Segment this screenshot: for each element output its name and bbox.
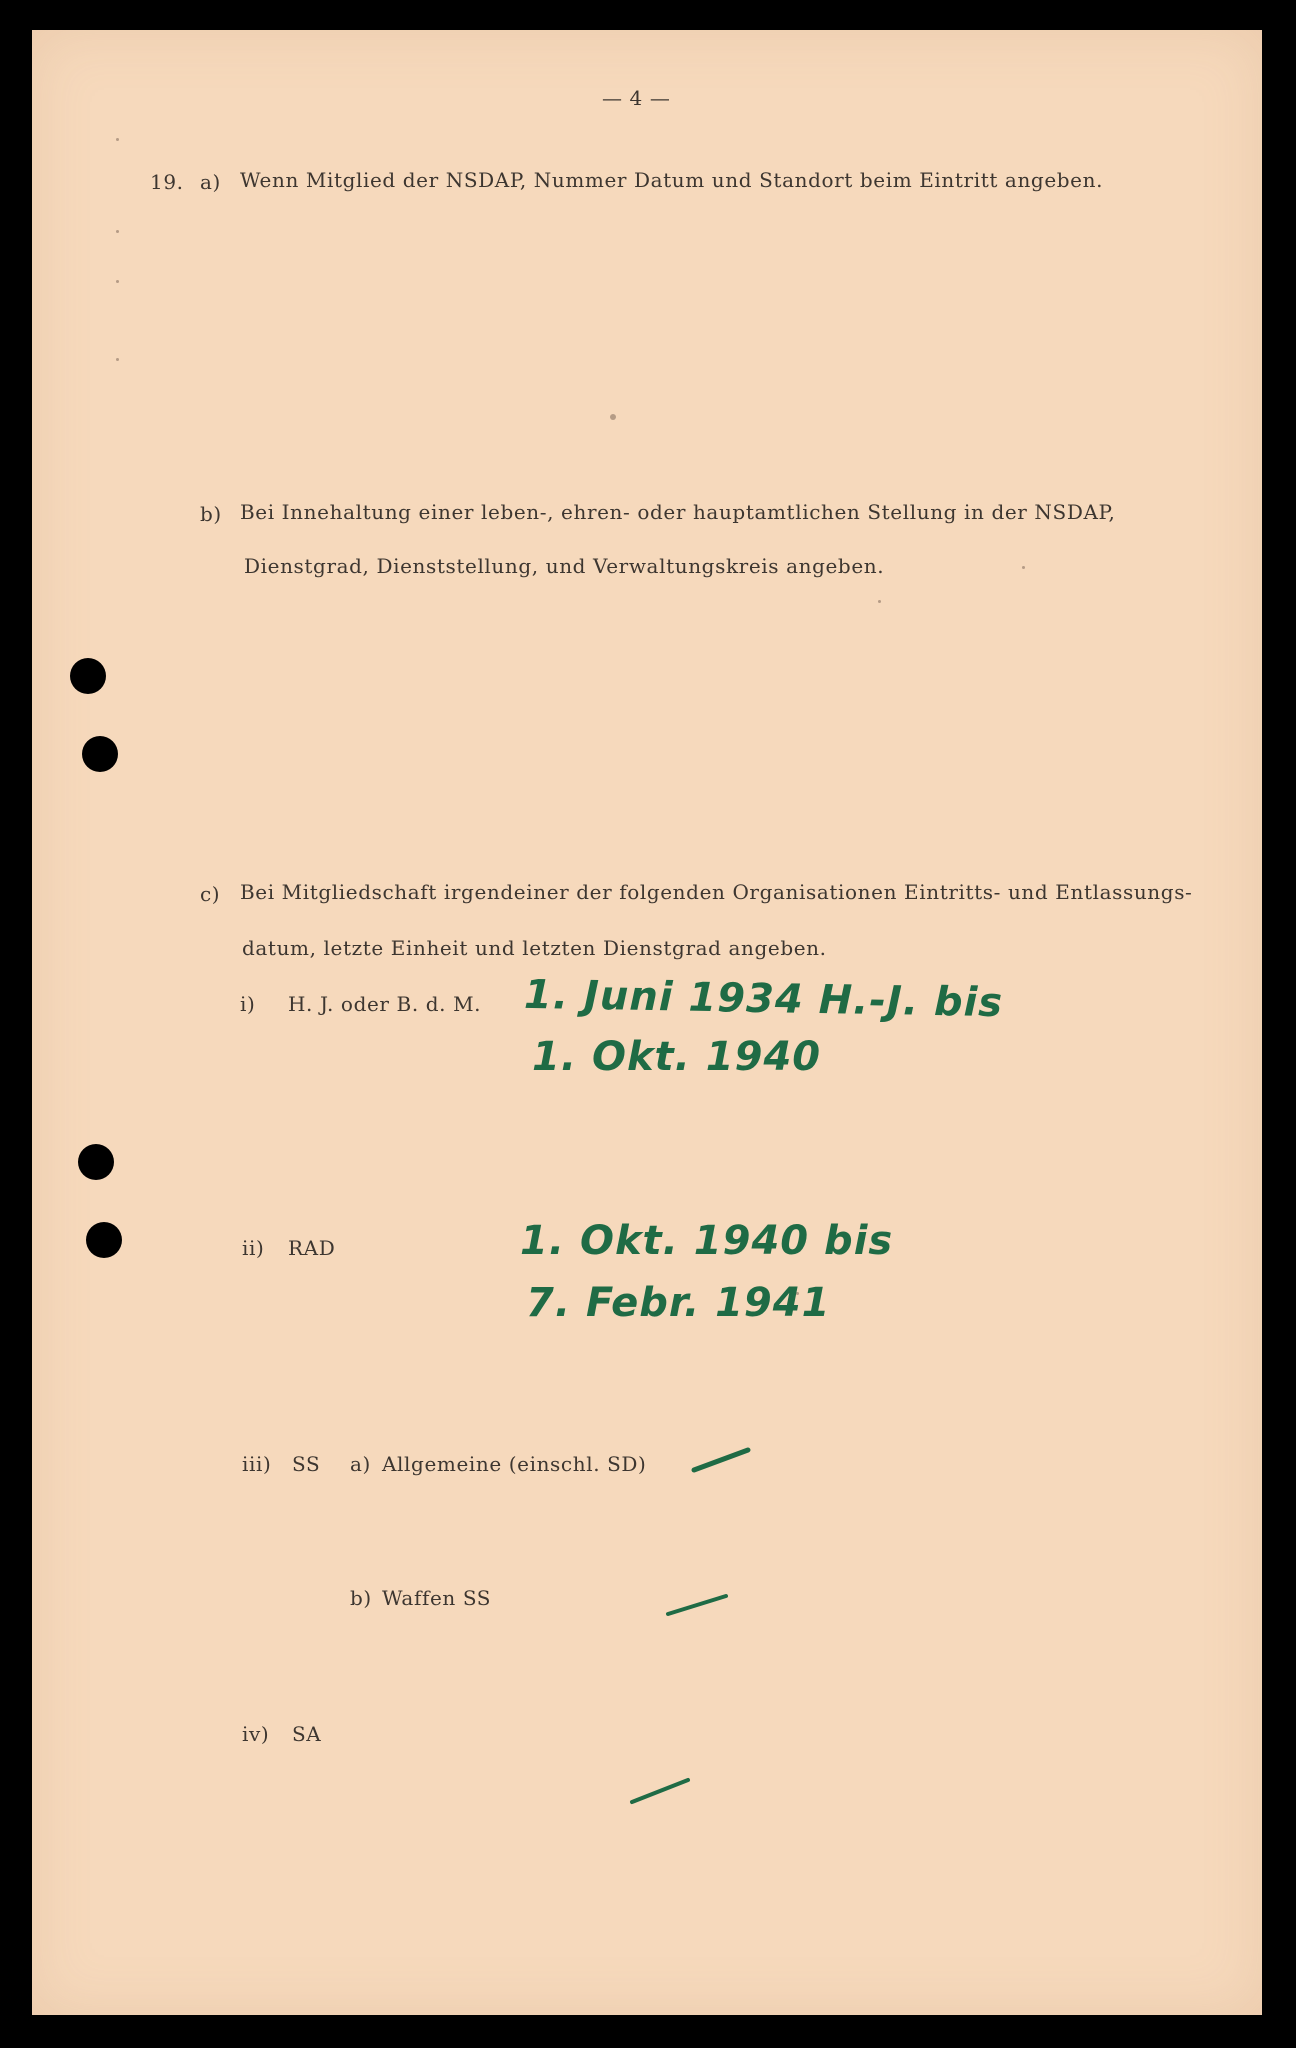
handwritten-hj-answer-line1: 1. Juni 1934 H.-J. bis [523,971,1004,1027]
question-19a-text: Wenn Mitglied der NSDAP, Nummer Datum und Standort beim Eintritt angeben. [240,168,1104,192]
paper-speck [116,230,119,233]
paper-speck [116,138,119,141]
item-marker: b) [350,1586,372,1610]
question-19c-line1: Bei Mitgliedschaft irgendeiner der folgenden Organisationen Eintritts- und Entlassungs- [240,880,1193,904]
item-marker: iii) [242,1452,272,1476]
handwritten-dash [690,1444,754,1474]
paper-speck [116,280,119,283]
sa-label: SA [292,1722,322,1746]
paper-speck [1022,566,1025,569]
allgemeine-ss-label: Allgemeine (einschl. SD) [382,1452,647,1476]
item-marker: a) [350,1452,371,1476]
item-marker: ii) [242,1236,265,1260]
paper-speck [878,600,881,603]
handwritten-hj-answer-line2: 1. Okt. 1940 [532,1034,822,1080]
question-19b-line1: Bei Innehaltung einer leben-, ehren- oder hauptamtlichen Stellung in der NSDAP, [240,500,1116,524]
question-19b-line2: Dienstgrad, Dienststellung, und Verwaltungskreis angeben. [244,554,885,578]
handwritten-rad-answer-line1: 1. Okt. 1940 bis [520,1218,894,1264]
paper-speck [116,358,119,361]
hj-bdm-label: H. J. oder B. d. M. [288,992,482,1016]
handwritten-dash [628,1774,694,1808]
item-marker: c) [200,882,221,906]
punch-hole [78,1144,114,1180]
punch-hole [82,736,118,772]
rad-label: RAD [288,1236,336,1260]
question-19c-line2: datum, letzte Einheit und letzten Dienstgrad angeben. [242,936,827,960]
item-marker: i) [240,992,256,1016]
item-marker: a) [200,170,221,194]
item-marker: iv) [242,1722,270,1746]
item-marker: b) [200,502,222,526]
waffen-ss-label: Waffen SS [382,1586,492,1610]
ss-label: SS [292,1452,321,1476]
question-number: 19. [150,170,184,194]
document-page [32,30,1262,2015]
handwritten-rad-answer-line2: 7. Febr. 1941 [526,1280,831,1326]
handwritten-dash [664,1590,734,1620]
paper-speck [610,414,616,420]
punch-hole [70,658,106,694]
page-number: — 4 — [602,86,671,110]
punch-hole [86,1222,122,1258]
